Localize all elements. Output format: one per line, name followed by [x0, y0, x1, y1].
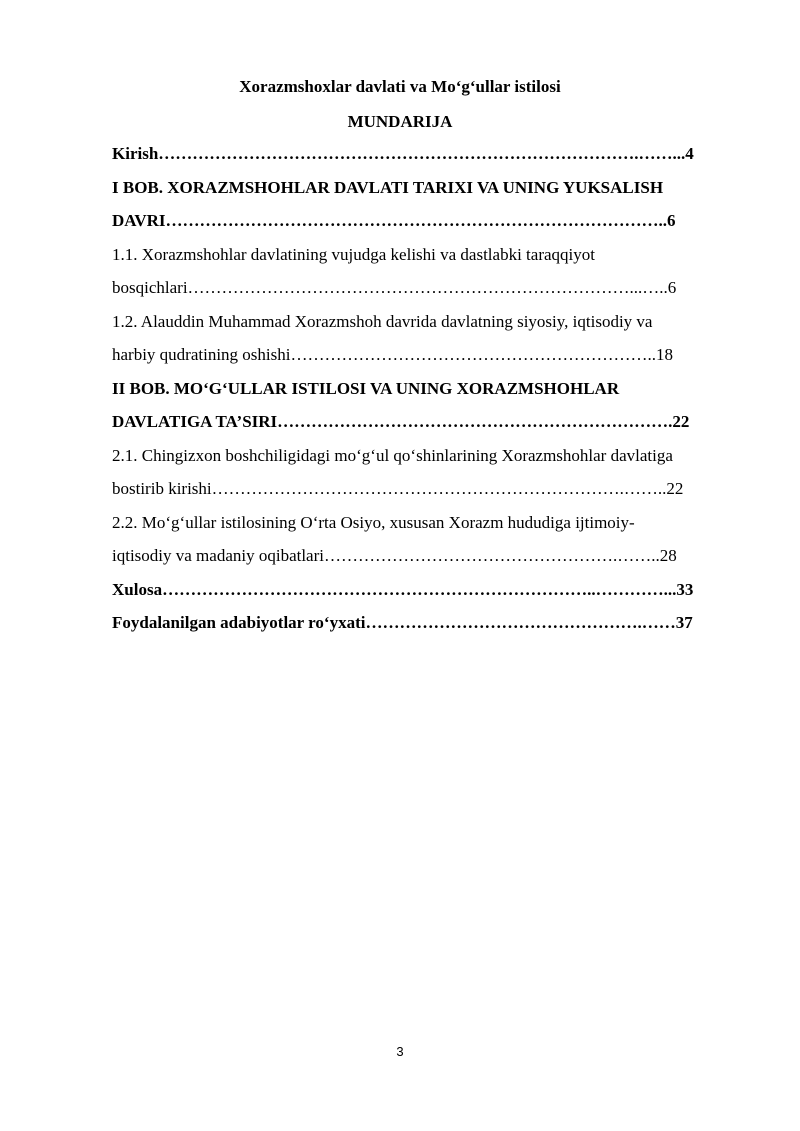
toc-entry-text: 1.1. Xorazmshohlar davlatining vujudga kelishi va dastlabki taraqqiyot: [112, 244, 595, 264]
toc-entry-conclusion[interactable]: [112, 573, 742, 607]
page-number: 3: [396, 1044, 404, 1059]
toc-entry-section-2-2[interactable]: [112, 506, 742, 573]
toc-entry-section-2-1[interactable]: [112, 439, 742, 506]
document-title: Xorazmshoxlar davlati va Mo‘g‘ullar istilosi: [239, 77, 561, 96]
toc-entry-text-continued: DAVLATIGA TA’SIRI…………………………………………………………….22: [112, 412, 690, 431]
toc-entry-text-continued: bosqichlari……………………………………………………………………...…..6: [112, 278, 677, 297]
contents-heading: MUNDARIJA: [347, 112, 453, 131]
toc-entry-introduction[interactable]: [112, 137, 742, 171]
toc-entry-text: Kirish………………………………………………………………………….……...4: [112, 144, 694, 163]
toc-entry-text-continued: bostirib kirishi……………………………………………………………….……..22: [112, 479, 684, 498]
toc-entry-text: Xulosa…………………………………………………………………..…………...33: [112, 579, 694, 599]
toc-entry-section-1-1[interactable]: [112, 238, 742, 305]
toc-entry-text-continued: harbiy qudratining oshishi………………………………………………………..18: [112, 345, 673, 364]
toc-entry-text: 1.2. Alauddin Muhammad Xorazmshoh davrida davlatning siyosiy, iqtisodiy va: [112, 311, 653, 331]
toc-entry-bibliography[interactable]: [112, 606, 742, 640]
toc-entry-chapter-2[interactable]: [112, 372, 742, 439]
toc-entry-text: I BOB. XORAZMSHOHLAR DAVLATI TARIXI VA UNING YUKSALISH: [112, 177, 664, 197]
toc-entry-text: Foydalanilgan adabiyotlar ro‘yxati………………………………………….……37: [112, 613, 693, 632]
toc-entry-text-continued: iqtisodiy va madaniy oqibatlari…………………………………………….……..28: [112, 546, 677, 565]
table-of-contents: [112, 137, 742, 640]
toc-entry-chapter-1[interactable]: [112, 171, 742, 238]
toc-entry-text: 2.1. Chingizxon boshchiligidagi mo‘g‘ul qo‘shinlarining Xorazmshohlar davlatiga: [112, 445, 673, 465]
toc-entry-text: 2.2. Mo‘g‘ullar istilosining O‘rta Osiyo, xususan Xorazm hududiga ijtimoiy-: [112, 512, 635, 532]
toc-entry-text-continued: DAVRI……………………………………………………………………………..6: [112, 211, 676, 230]
toc-entry-text: II BOB. MO‘G‘ULLAR ISTILOSI VA UNING XORAZMSHOHLAR: [112, 378, 620, 398]
toc-entry-section-1-2[interactable]: [112, 305, 742, 372]
